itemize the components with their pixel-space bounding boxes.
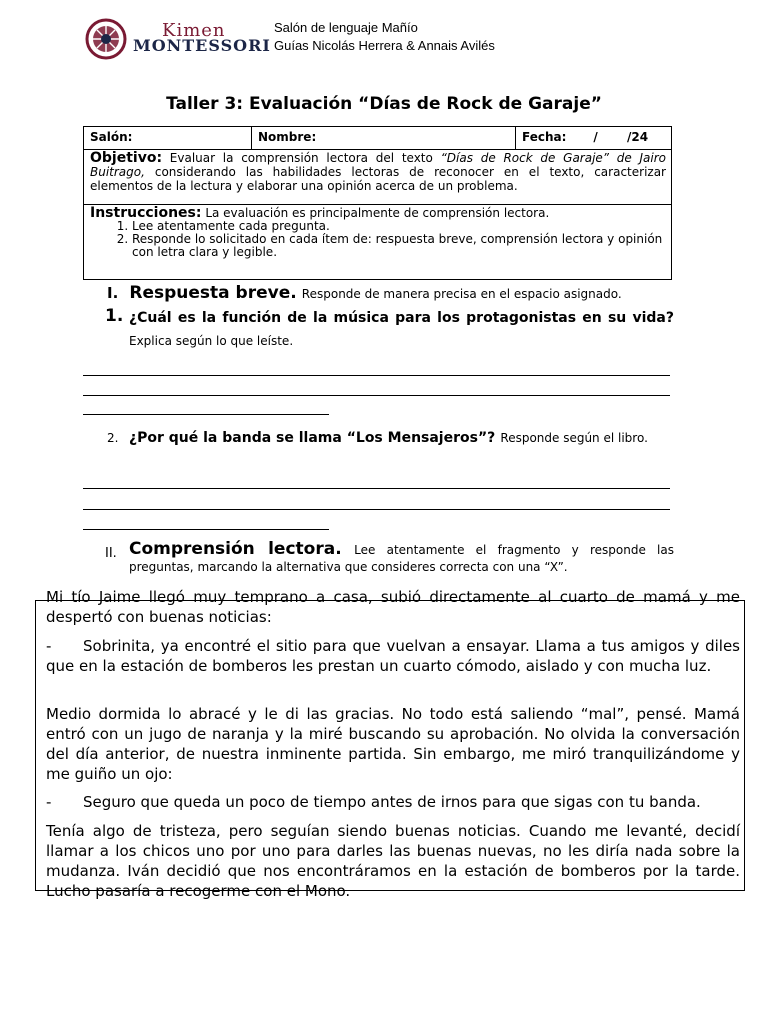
section-2-instruction: Lee atentamente el fragmento y responde las preguntas, marcando la alternativa que consideres correcta con una “X”. xyxy=(129,543,674,574)
salon-field[interactable] xyxy=(84,127,251,149)
instrucciones-label: Instrucciones: xyxy=(90,205,202,221)
q1-question: ¿Cuál es la función de la música para los protagonistas en su vida? xyxy=(129,310,674,326)
answer-line[interactable] xyxy=(83,509,670,510)
q1-number: 1. xyxy=(105,306,124,326)
answer-line[interactable] xyxy=(83,414,329,415)
fecha-field[interactable] xyxy=(515,127,671,149)
answer-line[interactable] xyxy=(83,529,329,530)
answer-line[interactable] xyxy=(83,488,670,489)
dialogue-text: Sobrinita, ya encontré el sitio para que vuelvan a ensayar. Llama a tus amigos y diles que en la estación de bomberos les prestan un cuarto cómodo, aislado y con mucha luz. xyxy=(46,637,740,675)
reading-dialogue-1 xyxy=(46,636,740,676)
q2-number: 2. xyxy=(107,431,119,445)
info-table-header-row xyxy=(84,127,671,150)
section-2-title: Comprensión lectora. xyxy=(129,539,342,559)
instrucciones-text: La evaluación es principalmente de comprensión lectora. xyxy=(205,206,550,220)
q2-block xyxy=(129,428,674,447)
page-title: Taller 3: Evaluación “Días de Rock de Garaje” xyxy=(166,94,602,114)
dialogue-text: Seguro que queda un poco de tiempo antes de irnos para que sigas con tu banda. xyxy=(83,793,701,811)
answer-line[interactable] xyxy=(83,375,670,376)
brand-name-montessori: MONTESSORI xyxy=(133,36,271,55)
section-1-title: Respuesta breve. xyxy=(129,283,297,303)
fecha-label: Fecha: xyxy=(522,130,567,144)
objetivo-text: Evaluar la comprensión lectora del texto xyxy=(169,151,441,165)
dialogue-dash: - xyxy=(46,637,52,655)
instruccion-item: 1. Lee atentamente cada pregunta. xyxy=(132,220,666,233)
fecha-value: / /24 xyxy=(593,130,649,144)
objetivo-block xyxy=(90,151,666,193)
nombre-label: Nombre: xyxy=(258,130,317,144)
info-table xyxy=(83,126,672,280)
nombre-field[interactable] xyxy=(251,127,515,149)
instrucciones-list xyxy=(90,220,666,259)
q1-block xyxy=(129,306,674,352)
answer-line[interactable] xyxy=(83,395,670,396)
dialogue-dash: - xyxy=(46,793,52,811)
objetivo-label: Objetivo: xyxy=(90,150,163,166)
reading-paragraph-2: Medio dormida lo abracé y le di las gracias. No todo está saliendo “mal”, pensé. Mamá entró con un jugo de naranja y la miré buscando su aprobación. No olvida la conversación del día anterior, de nuestra inminente partida. Sin embargo, me miró tranquilizándome y me guiño un ojo: xyxy=(46,705,740,783)
q2-instruction: Responde según el libro. xyxy=(500,431,648,445)
section-2-numeral: II. xyxy=(105,546,117,561)
q2-question: ¿Por qué la banda se llama “Los Mensajeros”? xyxy=(129,430,496,446)
reading-dialogue-2 xyxy=(46,792,740,812)
section-1-numeral: I. xyxy=(107,284,119,302)
section-1-instruction: Responde de manera precisa en el espacio asignado. xyxy=(301,287,622,301)
reading-paragraph-1: Mi tío Jaime llegó muy temprano a casa, subió directamente al cuarto de mamá y me despertó con buenas noticias: xyxy=(46,588,740,626)
instrucciones-block xyxy=(90,206,666,259)
header-guias: Guías Nicolás Herrera & Annais Avilés xyxy=(274,38,495,53)
q1-instruction: Explica según lo que leíste. xyxy=(129,334,294,348)
salon-label: Salón: xyxy=(90,130,133,144)
header-salon: Salón de lenguaje Mañío xyxy=(274,20,418,35)
section-2-heading xyxy=(129,541,674,575)
reading-paragraph-3: Tenía algo de tristeza, pero seguían siendo buenas noticias. Cuando me levanté, decidí llamar a los chicos uno por uno para darles las buenas nuevas, no les diría nada sobre la mudanza. Iván decidió que nos encontráramos en la estación de bomberos por la tarde. Lucho pasaría a recogerme con el Mono. xyxy=(46,822,740,900)
objetivo-book-title: “Días de Rock de Garaje” de Jairo Buitrago, xyxy=(90,151,666,179)
kimen-montessori-logo-icon xyxy=(83,18,129,60)
section-1-heading xyxy=(107,283,622,303)
brand-name-kimen: Kimen xyxy=(162,20,226,41)
objetivo-text-cont: considerando las habilidades lectoras de reconocer en el texto, caracterizar elementos de la lectura y elaborar una opinión acerca de un problema. xyxy=(90,165,666,193)
instruccion-item: 2. Responde lo solicitado en cada ítem de: respuesta breve, comprensión lectora y opinión con letra clara y legible. xyxy=(132,233,666,259)
